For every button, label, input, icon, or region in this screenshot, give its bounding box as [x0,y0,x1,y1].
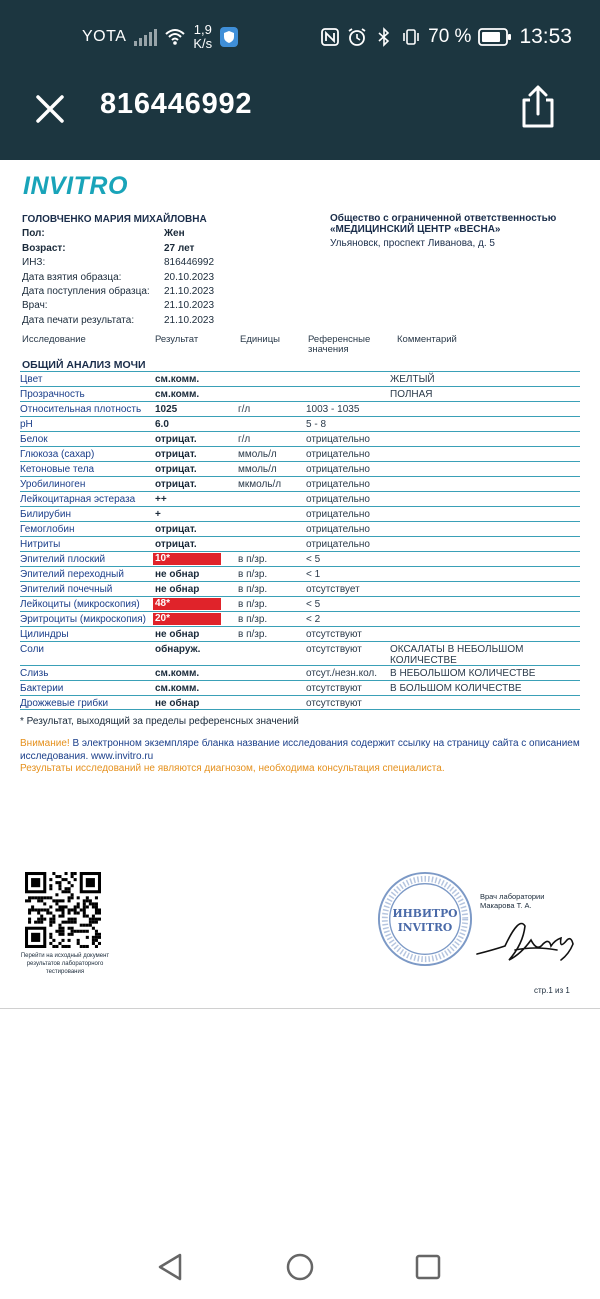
test-reference: отрицательно [306,494,370,505]
test-result: не обнар [155,569,200,580]
test-reference: отрицательно [306,524,370,535]
test-reference: 5 - 8 [306,419,327,430]
status-right [320,22,572,52]
nfc-icon [320,27,340,47]
test-result: отрицат. [155,479,197,490]
home-circle-icon[interactable] [282,1249,318,1285]
test-reference: отрицательно [306,539,370,550]
document-divider [0,1008,600,1009]
test-result: ++ [155,494,167,505]
attention-label: Внимание! [20,738,70,749]
organization-address: Ульяновск, проспект Ливанова, д. 5 [330,238,495,249]
test-name[interactable]: Лейкоциты (микроскопия) [20,599,140,610]
table-row [20,680,580,695]
patient-field-value: 20.10.2023 [164,271,215,283]
qr-caption: Перейти на исходный документ результатов лабораторного тестирования [20,953,110,975]
flagged-result: 48* [153,598,221,610]
table-row [20,641,580,665]
test-unit: ммоль/л [238,464,277,475]
test-unit: в п/зр. [238,599,268,610]
header-reference-line-1: Референсные [308,334,371,345]
table-row [20,695,580,710]
patient-field [22,271,322,285]
doctor-name: Макарова Т. А. [480,901,532,910]
patient-field-label: Пол: [22,228,45,240]
test-unit: мкмоль/л [238,479,282,490]
test-comment [390,389,433,400]
section-title: ОБЩИЙ АНАЛИЗ МОЧИ [22,359,146,371]
doctor-signature [475,910,577,974]
test-comment-line: В БОЛЬШОМ КОЛИЧЕСТВЕ [390,683,522,694]
header-reference-line-2: значения [308,344,349,355]
test-name[interactable]: Уробилиноген [20,479,86,490]
test-name[interactable]: Эпителий почечный [20,584,113,595]
test-reference: < 1 [306,569,321,580]
test-result: не обнар [155,698,200,709]
test-name[interactable]: Относительная плотность [20,404,142,415]
attention-text[interactable]: В электронном экземпляре бланка название исследования содержит ссылку на страницу сайта с описанием исследования. www.invitro.ru [20,738,580,762]
patient-field-label: Возраст: [22,242,66,254]
test-comment-line: В НЕБОЛЬШОМ КОЛИЧЕСТВЕ [390,668,536,679]
test-name[interactable]: Соли [20,644,44,655]
patient-field [22,256,322,270]
table-row [20,521,580,536]
header-comment: Комментарий [397,334,457,345]
alarm-icon [347,27,367,47]
table-row [20,506,580,521]
test-reference: < 5 [306,599,321,610]
close-icon[interactable] [30,89,70,129]
lab-stamp [376,870,474,968]
test-name[interactable]: Кетоновые тела [20,464,95,475]
test-name[interactable]: Эритроциты (микроскопия) [20,614,146,625]
recents-square-icon[interactable] [410,1249,446,1285]
test-result: см.комм. [155,389,200,400]
status-left [82,22,238,52]
test-reference: отрицательно [306,434,370,445]
test-name[interactable]: Эпителий переходный [20,569,124,580]
patient-name: ГОЛОВЧЕНКО МАРИЯ МИХАЙЛОВНА [22,214,207,225]
test-name[interactable]: Дрожжевые грибки [20,698,109,709]
test-reference: отсутствует [306,584,360,595]
patient-field-label: Врач: [22,300,48,312]
signal-icon [134,28,157,46]
attention-notice [20,738,580,763]
organization-info [330,213,580,249]
test-name[interactable]: Гемоглобин [20,524,75,535]
test-comment [390,374,435,385]
wifi-icon [165,27,185,47]
test-name[interactable]: Цилиндры [20,629,69,640]
test-reference: отрицательно [306,479,370,490]
patient-field-value: Жен [164,228,185,240]
doctor-signature-block [480,892,544,910]
test-unit: в п/зр. [238,584,268,595]
carrier-name: YOTA [82,28,127,45]
header-units: Единицы [240,334,281,345]
test-result: отрицат. [155,449,197,460]
shield-icon [220,27,238,47]
test-comment [390,683,522,694]
table-row [20,626,580,641]
test-unit: г/л [238,434,251,445]
patient-field [22,227,322,241]
test-result: не обнар [155,584,200,595]
table-row [20,461,580,476]
test-result: отрицат. [155,539,197,550]
patient-field-value: 21.10.2023 [164,286,215,298]
table-row [20,581,580,596]
bluetooth-icon [374,27,394,47]
test-reference: отсутствуют [306,698,362,709]
table-row [20,551,580,566]
battery-icon [478,27,512,47]
test-name[interactable]: Глюкоза (сахар) [20,449,95,460]
organization-line-2: «МЕДИЦИНСКИЙ ЦЕНТР «ВЕСНА» [330,224,501,235]
clock: 13:53 [519,25,572,48]
test-result: отрицат. [155,524,197,535]
test-name[interactable]: Эпителий плоский [20,554,106,565]
patient-field-label: Дата печати результата: [22,314,135,326]
disclaimer: Результаты исследований не являются диагнозом, необходима консультация специалиста. [20,763,445,774]
test-name[interactable]: Бактерии [20,683,64,694]
test-result: 6.0 [155,419,169,430]
out-of-range-note: * Результат, выходящий за пределы референсных значений [20,716,299,727]
test-unit: в п/зр. [238,554,268,565]
patient-field [22,299,322,313]
test-reference: отрицательно [306,509,370,520]
table-row [20,491,580,506]
test-name[interactable]: Белок [20,434,48,445]
test-comment-line: ПОЛНАЯ [390,389,433,400]
test-unit: в п/зр. [238,569,268,580]
test-result: отрицат. [155,464,197,475]
test-name[interactable]: pH [20,419,33,430]
test-name[interactable]: Слизь [20,668,49,679]
patient-field [22,242,322,256]
patient-info [22,213,322,328]
test-reference: отсут./незн.кол. [306,668,378,679]
test-comment-line: ОКСАЛАТЫ В НЕБОЛЬШОМ [390,644,524,655]
test-result: + [155,509,161,520]
patient-field-value: 27 лет [164,242,195,254]
patient-field [22,285,322,299]
table-row [20,431,580,446]
table-row [20,476,580,491]
table-row [20,401,580,416]
table-row [20,536,580,551]
table-row [20,596,580,611]
test-name[interactable]: Нитриты [20,539,61,550]
test-unit: г/л [238,404,251,415]
vibrate-icon [401,27,421,47]
patient-field [22,314,322,328]
test-comment [390,644,523,666]
test-name[interactable]: Лейкоцитарная эстераза [20,494,136,505]
network-speed [193,23,212,51]
test-reference: отсутствуют [306,629,362,640]
table-row [20,371,580,386]
page-title: 816446992 [100,88,253,120]
patient-field-value: 21.10.2023 [164,314,215,326]
test-name[interactable]: Цвет [20,374,43,385]
test-reference: < 5 [306,554,321,565]
header-reference [308,335,370,355]
test-reference: 1003 - 1035 [306,404,360,415]
patient-field-label: Дата поступления образца: [22,286,150,298]
test-result: 1025 [155,404,178,415]
test-comment-line: ЖЕЛТЫЙ [390,374,435,385]
results-table [20,371,580,710]
table-row [20,416,580,431]
test-reference: < 2 [306,614,321,625]
back-triangle-icon[interactable] [152,1249,188,1285]
stamp-logo: INVITRO [397,920,453,934]
page-number: стр.1 из 1 [534,986,570,995]
table-row [20,446,580,461]
test-name[interactable]: Прозрачность [20,389,85,400]
patient-field-label: ИНЗ: [22,257,46,269]
battery-percent: 70 % [428,26,472,47]
test-result: см.комм. [155,683,200,694]
share-icon[interactable] [518,84,558,130]
test-name[interactable]: Билирубин [20,509,71,520]
test-unit: в п/зр. [238,614,268,625]
stamp-text: ИНВИТРО [392,907,458,921]
test-result: см.комм. [155,668,200,679]
patient-field-label: Дата взятия образца: [22,271,122,283]
patient-field-value: 21.10.2023 [164,300,215,312]
test-result: обнаруж. [155,644,201,655]
test-comment-line: КОЛИЧЕСТВЕ [390,655,457,666]
test-unit: ммоль/л [238,449,277,460]
system-navigation-bar [0,1229,600,1299]
speed-unit: K/s [193,36,213,51]
app-header [0,76,600,160]
header-result: Результат [155,334,199,345]
test-reference: отрицательно [306,449,370,460]
status-bar [0,0,600,76]
test-result: отрицат. [155,434,197,445]
app-top-bar [0,0,600,160]
test-reference: отрицательно [306,464,370,475]
flagged-result: 10* [153,553,221,565]
table-row [20,386,580,401]
header-study: Исследование [22,334,86,345]
invitro-logo: INVITRO [23,172,128,200]
patient-field-value: 816446992 [164,257,215,269]
test-reference: отсутствуют [306,683,362,694]
table-row [20,611,580,626]
doctor-role: Врач лаборатории [480,892,545,901]
test-result: см.комм. [155,374,200,385]
test-comment [390,668,535,679]
test-result: не обнар [155,629,200,640]
test-reference: отсутствуют [306,644,362,655]
speed-value: 1,9 [193,22,212,37]
patient-fields [22,227,322,328]
test-unit: в п/зр. [238,629,268,640]
table-row [20,665,580,680]
flagged-result: 20* [153,613,221,625]
table-row [20,566,580,581]
qr-code[interactable] [25,872,101,948]
organization-line-1: Общество с ограниченной ответственностью [330,213,557,224]
